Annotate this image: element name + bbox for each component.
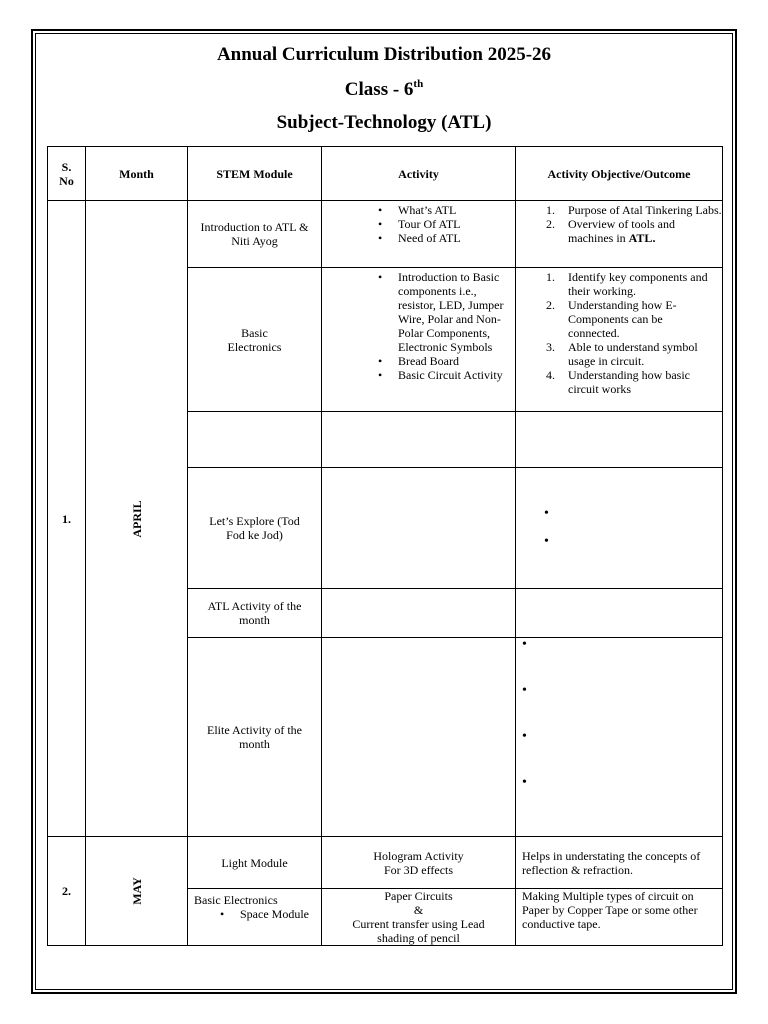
activity-cell [322,837,516,889]
list-item: • Introduction to Basic components i.e., resistor, LED, Jumper Wire, Polar and Non-Polar Components, Electronic Symbols [372,270,509,354]
header-month: Month [86,147,188,201]
objective-text: Making Multiple types of circuit on Paper by Copper Tape or some other conductive tape. [522,889,698,931]
activity-cell-empty [322,468,516,589]
header-activity: Activity [322,147,516,201]
table-header-row [48,147,723,201]
module-cell: Basic Electronics [188,268,322,412]
subject-heading: Subject-Technology (ATL) [276,112,492,133]
module-sub-list [194,907,321,921]
objective-cell-empty [516,412,723,468]
module-cell: Let’s Explore (Tod Fod ke Jod) [188,468,322,589]
objective-cell [516,468,723,589]
module-cell [188,889,322,946]
month-cell [86,201,188,837]
list-item: • Tour Of ATL [372,217,515,231]
list-item: 2. Overview of tools and machines in ATL. [546,217,675,245]
objective-cell [516,201,723,268]
list-item: • Space Module [214,907,321,921]
list-item: • What’s ATL [372,203,515,217]
activity-cell [322,268,516,412]
list-item: 4. Understanding how basic circuit works [546,368,690,396]
objective-list [516,203,722,245]
activity-list [322,203,515,245]
bullet-marker: • [522,683,527,698]
list-item: • Bread Board [372,354,509,368]
curriculum-table [47,146,723,946]
class-label: Class - 6 [344,79,414,100]
month-cell [86,837,188,946]
activity-cell-empty [322,589,516,638]
activity-cell-empty [322,412,516,468]
list-item: • Basic Circuit Activity [372,368,509,382]
objective-cell-empty [516,589,723,638]
list-item: • Need of ATL [372,231,515,245]
bullet-marker: • [522,637,527,652]
bullet-marker: • [522,729,527,744]
sno-cell: 2. [48,837,86,946]
objective-cell [516,268,723,412]
objective-text: Helps in understating the concepts of reflection & refraction. [522,848,701,877]
activity-line: Paper Circuits [384,889,453,903]
activity-line: & [413,903,424,917]
list-item: 2. Understanding how E-Components can be connected. [546,298,677,340]
objective-list [516,270,712,396]
activity-line: For 3D effects [383,862,454,877]
activity-cell [322,201,516,268]
objective-cell [516,837,723,889]
objective-cell [516,638,723,837]
module-cell: ATL Activity of the month [188,589,322,638]
activity-cell-empty [322,638,516,837]
bullet-marker: • [544,506,549,521]
document-title: Annual Curriculum Distribution 2025-26 [216,44,552,65]
bullet-marker: • [544,534,549,549]
list-item: 1. Purpose of Atal Tinkering Labs. [546,203,722,217]
objective-cell [516,889,723,946]
bullet-marker: • [522,775,527,790]
table-row [48,837,723,889]
module-cell: Elite Activity of the month [188,638,322,837]
activity-list [322,270,515,382]
module-name: Basic Electronics [194,893,278,907]
header-sno: S. No [48,147,86,201]
class-heading [0,78,768,101]
activity-line: Current transfer using Lead shading of pencil [352,917,485,945]
class-superscript: th [413,78,424,90]
month-label: APRIL [129,499,144,538]
activity-line: Hologram Activity [373,848,464,863]
sno-cell: 1. [48,201,86,837]
header-objective: Activity Objective/Outcome [516,147,723,201]
month-label: MAY [129,877,144,905]
list-item: 1. Identify key components and their working. [546,270,708,298]
list-item: 3. Able to understand symbol usage in circuit. [546,340,698,368]
activity-cell [322,889,516,946]
table-row [48,201,723,268]
module-cell-empty [188,412,322,468]
header-stem-module: STEM Module [188,147,322,201]
module-cell: Introduction to ATL & Niti Ayog [188,201,322,268]
module-cell: Light Module [188,837,322,889]
